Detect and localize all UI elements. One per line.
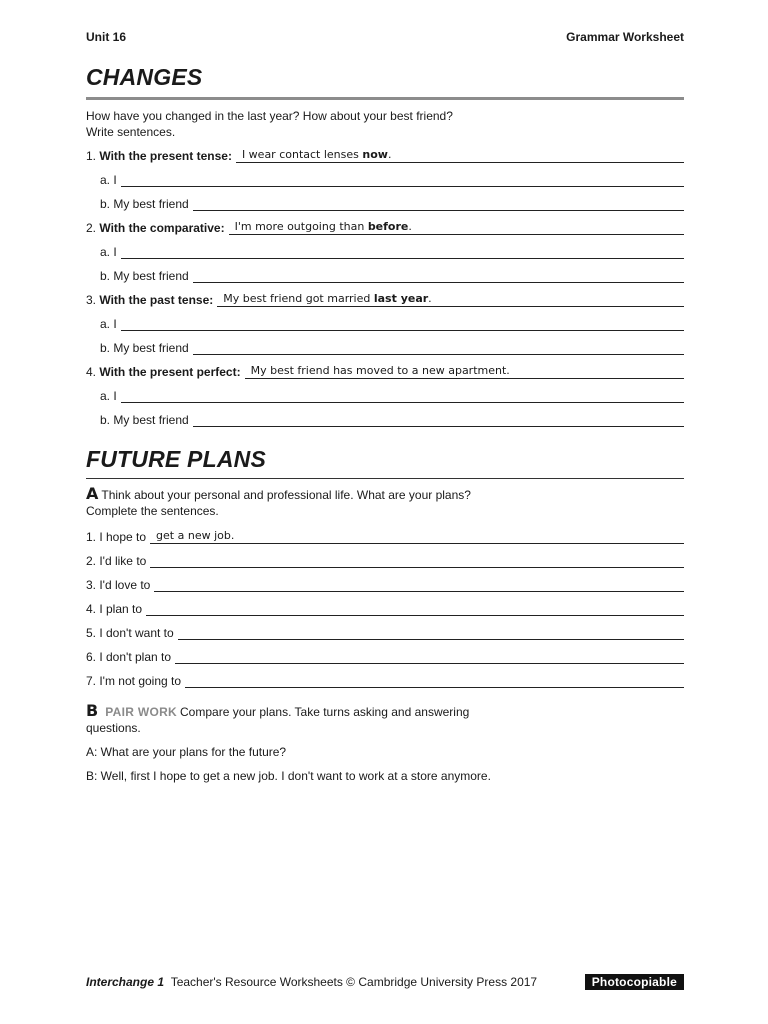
plan-label: 3. I'd love to bbox=[86, 578, 151, 592]
answer-line[interactable] bbox=[121, 388, 684, 403]
example-answer-line[interactable] bbox=[245, 364, 684, 379]
item-number: 2. bbox=[86, 221, 97, 235]
plan-label: 7. I'm not going to bbox=[86, 674, 182, 688]
changes-item-label bbox=[86, 149, 236, 163]
changes-item-2b bbox=[100, 267, 684, 283]
example-end: . bbox=[428, 292, 432, 305]
example-answer-line[interactable] bbox=[217, 292, 684, 307]
plan-label: 4. I plan to bbox=[86, 602, 143, 616]
changes-item-3a bbox=[100, 315, 684, 331]
plan-answer-line[interactable] bbox=[150, 553, 684, 568]
worksheet-page bbox=[86, 0, 684, 1024]
plan-answer-line[interactable]: get a new job. bbox=[150, 529, 684, 544]
footer-copyright: Teacher's Resource Worksheets © Cambridge University Press 2017 bbox=[170, 975, 538, 989]
changes-item-label bbox=[86, 221, 229, 235]
section-a-line1: Think about your personal and professional life. What are your plans? bbox=[101, 488, 471, 502]
answer-label: b. My best friend bbox=[100, 197, 189, 211]
item-heading: With the past tense: bbox=[99, 293, 214, 307]
section-b-letter: B bbox=[86, 701, 99, 720]
item-heading: With the present perfect: bbox=[99, 365, 241, 379]
changes-item-2 bbox=[86, 219, 684, 235]
answer-label: a. I bbox=[100, 173, 117, 187]
example-text: I wear contact lenses bbox=[241, 148, 363, 161]
changes-intro-line2: Write sentences. bbox=[86, 125, 176, 139]
section-b-instructions bbox=[86, 703, 469, 736]
section-b-line1: Compare your plans. Take turns asking and answering bbox=[180, 705, 470, 719]
changes-item-label bbox=[86, 365, 245, 379]
item-number: 1. bbox=[86, 149, 97, 163]
plan-item-7 bbox=[86, 672, 684, 688]
changes-item-1a bbox=[100, 171, 684, 187]
item-number: 3. bbox=[86, 293, 97, 307]
answer-label: b. My best friend bbox=[100, 341, 189, 355]
plan-label: 1. I hope to bbox=[86, 530, 147, 544]
example-text: My best friend got married bbox=[223, 292, 374, 305]
item-heading: With the present tense: bbox=[99, 149, 232, 163]
section-a-line2: Complete the sentences. bbox=[86, 504, 219, 518]
plan-item-6 bbox=[86, 648, 684, 664]
answer-line[interactable] bbox=[121, 172, 684, 187]
item-number: 4. bbox=[86, 365, 97, 379]
future-plans-title: FUTURE PLANS bbox=[86, 446, 267, 472]
plan-label: 6. I don't plan to bbox=[86, 650, 172, 664]
answer-line[interactable] bbox=[121, 244, 684, 259]
plan-label: 5. I don't want to bbox=[86, 626, 174, 640]
changes-item-3 bbox=[86, 291, 684, 307]
unit-label: Unit 16 bbox=[86, 30, 127, 44]
example-end: . bbox=[408, 220, 412, 233]
example-text: I'm more outgoing than bbox=[234, 220, 368, 233]
example-answer-line[interactable] bbox=[236, 148, 684, 163]
page-header bbox=[86, 30, 684, 46]
changes-item-label bbox=[86, 293, 217, 307]
plan-item-3 bbox=[86, 576, 684, 592]
changes-item-1b bbox=[100, 195, 684, 211]
example-answer-line[interactable] bbox=[229, 220, 684, 235]
dialog-line-b: B: Well, first I hope to get a new job. I don't want to work at a store anymore. bbox=[86, 769, 491, 783]
answer-line[interactable] bbox=[193, 268, 684, 283]
answer-label: a. I bbox=[100, 389, 117, 403]
pair-work-label: PAIR WORK bbox=[105, 705, 178, 719]
plan-label: 2. I'd like to bbox=[86, 554, 147, 568]
example-bold: now bbox=[362, 148, 388, 161]
page-footer bbox=[86, 975, 684, 991]
answer-label: b. My best friend bbox=[100, 413, 189, 427]
changes-item-2a bbox=[100, 243, 684, 259]
changes-title-rule bbox=[86, 97, 684, 100]
changes-title: CHANGES bbox=[86, 64, 203, 90]
example-bold: before bbox=[367, 220, 409, 233]
changes-intro bbox=[86, 108, 453, 140]
photocopiable-badge: Photocopiable bbox=[585, 974, 684, 990]
plan-item-5 bbox=[86, 624, 684, 640]
future-plans-rule bbox=[86, 478, 684, 479]
changes-intro-line1: How have you changed in the last year? How about your best friend? bbox=[86, 109, 453, 123]
example-text: My best friend has moved to a new apartment. bbox=[250, 364, 510, 377]
changes-item-4a bbox=[100, 387, 684, 403]
answer-label: a. I bbox=[100, 317, 117, 331]
plan-answer-line[interactable] bbox=[178, 625, 684, 640]
answer-line[interactable] bbox=[193, 340, 684, 355]
changes-item-3b bbox=[100, 339, 684, 355]
answer-label: a. I bbox=[100, 245, 117, 259]
answer-line[interactable] bbox=[193, 196, 684, 211]
section-a-instructions bbox=[86, 486, 471, 519]
section-b-line2: questions. bbox=[86, 721, 141, 735]
plan-answer-line[interactable] bbox=[185, 673, 684, 688]
changes-item-4b bbox=[100, 411, 684, 427]
example-bold: last year bbox=[373, 292, 429, 305]
plan-item-4 bbox=[86, 600, 684, 616]
footer-brand: Interchange 1 bbox=[86, 975, 165, 989]
example-end: . bbox=[387, 148, 392, 161]
plan-item-2 bbox=[86, 552, 684, 568]
answer-line[interactable] bbox=[121, 316, 684, 331]
changes-item-1 bbox=[86, 147, 684, 163]
plan-answer-line[interactable] bbox=[175, 649, 684, 664]
worksheet-type: Grammar Worksheet bbox=[566, 30, 684, 44]
section-a-letter: A bbox=[86, 484, 99, 503]
dialog-line-a: A: What are your plans for the future? bbox=[86, 745, 287, 759]
plan-answer-line[interactable] bbox=[154, 577, 684, 592]
answer-line[interactable] bbox=[193, 412, 684, 427]
plan-answer-line[interactable] bbox=[146, 601, 684, 616]
footer-credit bbox=[86, 975, 537, 989]
changes-item-4 bbox=[86, 363, 684, 379]
answer-label: b. My best friend bbox=[100, 269, 189, 283]
plan-item-1 bbox=[86, 528, 684, 544]
item-heading: With the comparative: bbox=[99, 221, 225, 235]
